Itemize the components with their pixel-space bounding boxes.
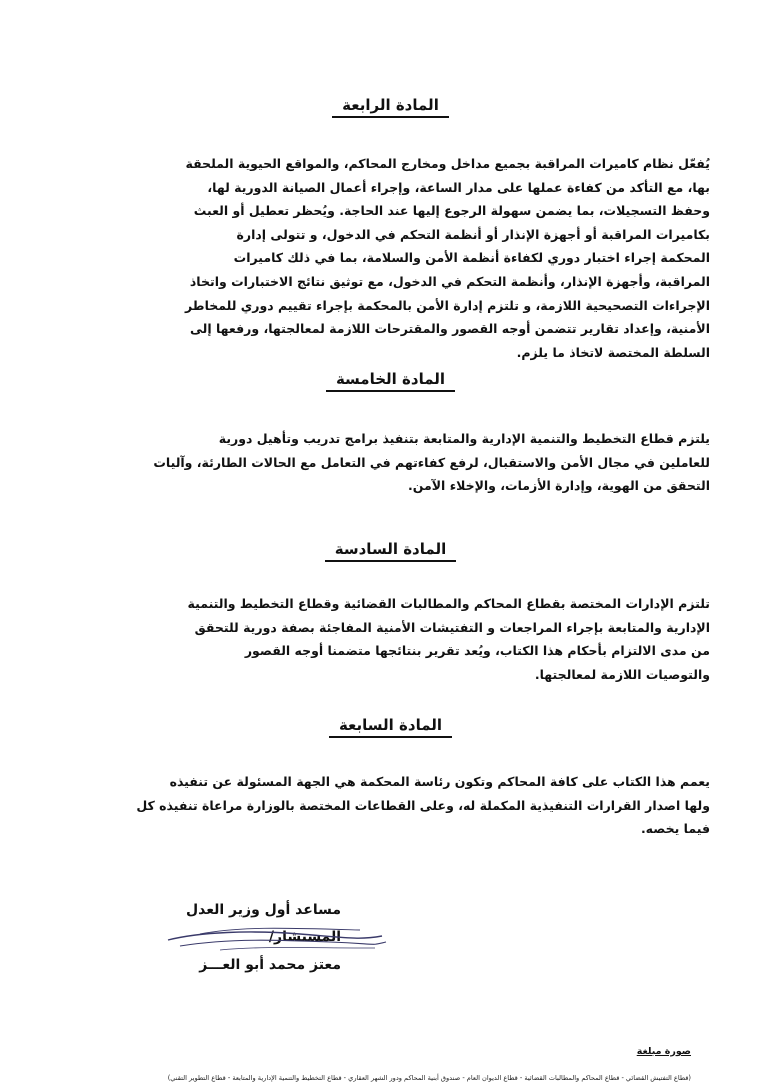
article-4-line: يُفعّل نظام كاميرات المراقبة بجميع مداخل ومخارج المحاكم، والمواقع الحيوية الملحقة [185, 156, 710, 171]
article-4-line: المراقبة، وأجهزة الإنذار، وأنظمة التحكم في الدخول، مع توثيق نتائج الاختبارات واتخاذ [189, 273, 710, 289]
article-7-body [70, 770, 710, 841]
article-6-line: الإدارية والمتابعة بإجراء المراجعات و التفتيشات الأمنية المفاجئة بصفة دورية للتحقق [194, 619, 710, 635]
article-6-line: من مدى الالتزام بأحكام هذا الكتاب، ويُعد تقرير بنتائجها متضمنا أوجه القصور [244, 643, 710, 659]
article-6-line: والتوصيات اللازمة لمعالجتها. [534, 666, 710, 682]
distribution-list: (قطاع التفتيش القضائي - قطاع المحاكم والمطالبات القضائية - قطاع الديوان العام - صندوق أبنية المحاكم ودور الشهر العقاري - قطاع التخطيط والتنمية الإدارية والمتابعة - قطاع التطوير التقني) [167, 1074, 691, 1082]
article-4-line: السلطة المختصة لاتخاذ ما يلزم. [516, 344, 710, 360]
copy-to-label: صورة مبلغة [636, 1046, 691, 1057]
article-4-line: المحكمة إجراء اختبار دوري لكفاءة أنظمة الأمن والسلامة، بما في ذلك كاميرات [233, 250, 710, 266]
article-6-line: تلتزم الإدارات المختصة بقطاع المحاكم والمطالبات القضائية وقطاع التخطيط والتنمية [187, 596, 710, 611]
signatory-rank: المستشار/ [268, 929, 341, 945]
article-7-line: يعمم هذا الكتاب على كافة المحاكم وتكون رئاسة المحكمة هي الجهة المسئولة عن تنفيذه [169, 774, 710, 789]
article-6-heading: المادة السادسة [0, 540, 781, 558]
article-4-line: وحفظ التسجيلات، بما يضمن سهولة الرجوع إليها عند الحاجة. ويُحظر تعطيل أو العبث [193, 203, 710, 219]
article-4-line: الأمنية، وإعداد تقارير تتضمن أوجه القصور والمقترحات اللازمة لمعالجتها، ورفعها إلى [189, 321, 710, 337]
signatory-name: معتز محمد أبو العـــز [199, 957, 341, 973]
article-6-body [70, 592, 710, 686]
article-7-heading: المادة السابعة [0, 716, 781, 734]
article-5-heading: المادة الخامسة [0, 370, 781, 388]
signatory-title: مساعد أول وزير العدل [185, 902, 341, 918]
article-7-line: ولها اصدار القرارات التنفيذية المكملة له، وعلى القطاعات المختصة بالوزارة مراعاة تنفيذه كل [136, 797, 710, 813]
article-5-line: يلتزم قطاع التخطيط والتنمية الإدارية والمتابعة بتنفيذ برامج تدريب وتأهيل دورية [218, 431, 710, 446]
article-4-heading: المادة الرابعة [0, 96, 781, 114]
article-4-line: الإجراءات التصحيحية اللازمة، و تلتزم إدارة الأمن بالمحكمة بإجراء تقييم دوري للمخاطر [185, 297, 710, 313]
article-5-line: للعاملين في مجال الأمن والاستقبال، لرفع كفاءتهم في التعامل مع الحالات الطارئة، وآليات [153, 454, 710, 470]
article-7-line: فيما يخصه. [640, 821, 710, 837]
article-5-line: التحقق من الهوية، وإدارة الأزمات، والإخلاء الآمن. [408, 478, 710, 494]
article-4-line: بكاميرات المراقبة أو أجهزة الإنذار أو أنظمة التحكم في الدخول، و تتولى إدارة [236, 226, 710, 242]
article-5-body [70, 427, 710, 498]
handwritten-signature [160, 918, 390, 958]
article-4-line: بها، مع التأكد من كفاءة عملها على مدار الساعة، وإجراء أعمال الصيانة الدورية لها، [207, 179, 710, 195]
article-4-body [70, 152, 710, 364]
